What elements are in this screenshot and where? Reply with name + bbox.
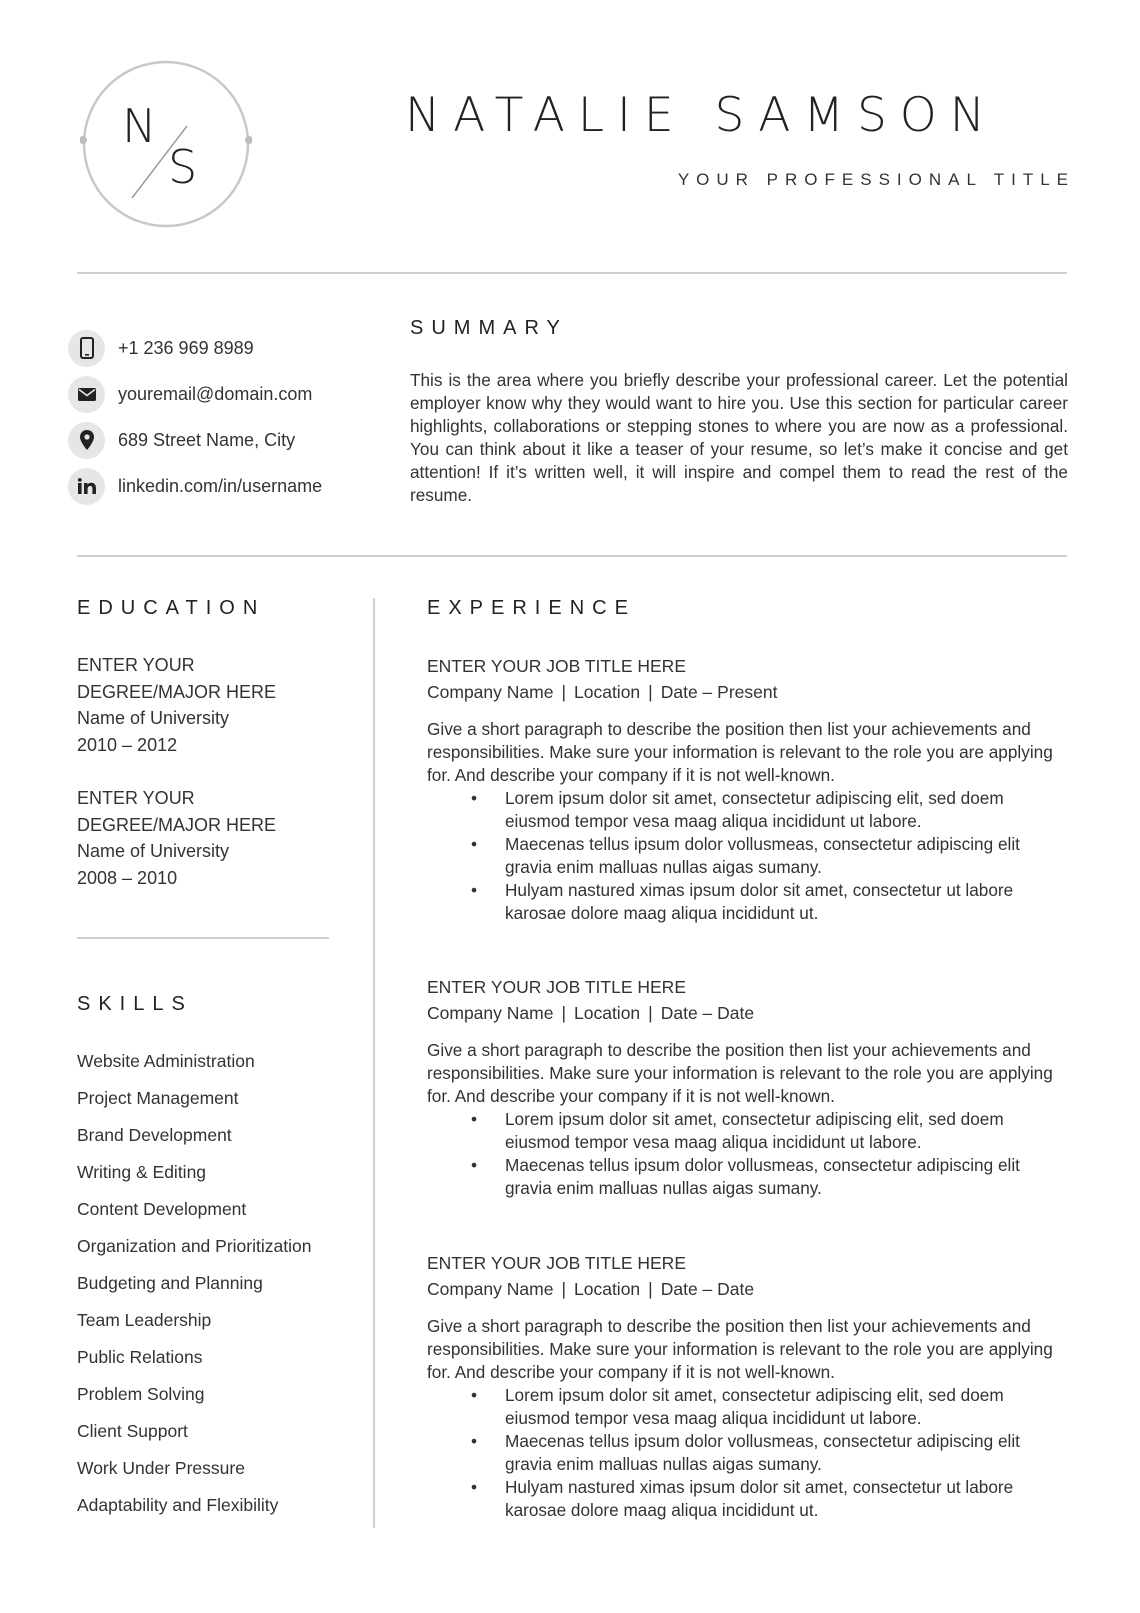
- column-divider: [373, 598, 375, 1528]
- degree-line-2: DEGREE/MAJOR HERE: [77, 814, 277, 835]
- job-bullets: [427, 1384, 1067, 1522]
- skill-item: Problem Solving: [77, 1384, 205, 1404]
- skill-item: Brand Development: [77, 1125, 232, 1145]
- contact-address: [68, 417, 322, 463]
- job-title: ENTER YOUR JOB TITLE HERE: [427, 1253, 686, 1273]
- skill-item: Content Development: [77, 1199, 247, 1219]
- bullet-dot-icon: •: [471, 1385, 478, 1405]
- meta-separator: |: [561, 682, 566, 702]
- bullet-dot-icon: •: [471, 1109, 478, 1129]
- skill-item: Organization and Prioritization: [77, 1236, 312, 1256]
- degree-line-2: DEGREE/MAJOR HERE: [77, 681, 277, 702]
- contact-list: [68, 325, 322, 509]
- monogram-last-initial: S: [168, 140, 198, 194]
- meta-separator: |: [648, 682, 653, 702]
- job-description: Give a short paragraph to describe the position then list your achievements and responsibilities. Make sure your information is relevant to the role you are applying for. And describe your company if it is not well-known.: [427, 1040, 1053, 1106]
- bullet-text: Hulyam nastured ximas ipsum dolor sit amet, consectetur ut labore karosae dolore maag aliqua incididunt ut.: [505, 880, 1014, 923]
- company-name: Company Name: [427, 1279, 554, 1299]
- skill-item: Adaptability and Flexibility: [77, 1495, 279, 1515]
- contact-linkedin[interactable]: [68, 463, 322, 509]
- bullet-dot-icon: •: [471, 1477, 478, 1497]
- job-location: Location: [574, 682, 641, 702]
- skill-item: Budgeting and Planning: [77, 1273, 263, 1293]
- meta-separator: |: [561, 1003, 566, 1023]
- experience-heading: EXPERIENCE: [427, 597, 636, 619]
- contact-email-text: youremail@domain.com: [118, 383, 313, 404]
- job-entry: [427, 1250, 1067, 1522]
- bullet-text: Lorem ipsum dolor sit amet, consectetur adipiscing elit, sed doem eiusmod tempor vesa maag aliqua incididunt ut labore.: [505, 1109, 1004, 1152]
- skill-item: Work Under Pressure: [77, 1458, 245, 1478]
- job-meta: [427, 679, 1067, 705]
- bullet-item: [427, 1430, 1067, 1476]
- bullet-dot-icon: •: [471, 1431, 478, 1451]
- bullet-item: [427, 879, 1067, 925]
- bullet-item: [427, 787, 1067, 833]
- job-entry: [427, 974, 1067, 1200]
- job-meta: [427, 1276, 1067, 1302]
- education-years: 2008 – 2010: [77, 867, 178, 888]
- bullet-item: [427, 1154, 1067, 1200]
- skills-list: [77, 1050, 311, 1531]
- bullet-dot-icon: •: [471, 788, 478, 808]
- contact-email[interactable]: [68, 371, 322, 417]
- meta-separator: |: [648, 1003, 653, 1023]
- bullet-text: Maecenas tellus ipsum dolor vollusmeas, consectetur adipiscing elit gravia enim malluas nullas aigas sumany.: [505, 1155, 1020, 1198]
- job-dates: Date – Present: [660, 682, 778, 702]
- meta-separator: |: [648, 1279, 653, 1299]
- contact-address-text: 689 Street Name, City: [118, 429, 296, 450]
- bullet-dot-icon: •: [471, 880, 478, 900]
- skill-item: Project Management: [77, 1088, 239, 1108]
- bullet-item: [427, 1384, 1067, 1430]
- professional-title: YOUR PROFESSIONAL TITLE: [677, 170, 1075, 189]
- divider-top: [77, 272, 1067, 274]
- education-entry: [77, 785, 357, 891]
- monogram-first-initial: N: [122, 99, 157, 153]
- university-name: Name of University: [77, 841, 230, 861]
- job-meta: [427, 1000, 1067, 1026]
- monogram-ring-icon: [80, 58, 252, 230]
- job-dates: Date – Date: [660, 1003, 755, 1023]
- meta-separator: |: [561, 1279, 566, 1299]
- monogram-logo: [80, 58, 252, 230]
- bullet-text: Lorem ipsum dolor sit amet, consectetur adipiscing elit, sed doem eiusmod tempor vesa maag aliqua incididunt ut labore.: [505, 1385, 1004, 1428]
- skill-item: Public Relations: [77, 1347, 203, 1367]
- divider-education: [77, 937, 329, 939]
- job-title: ENTER YOUR JOB TITLE HERE: [427, 977, 686, 997]
- divider-middle: [77, 555, 1067, 557]
- contact-linkedin-text: linkedin.com/in/username: [118, 475, 323, 496]
- bullet-text: Lorem ipsum dolor sit amet, consectetur adipiscing elit, sed doem eiusmod tempor vesa maag aliqua incididunt ut labore.: [505, 788, 1004, 831]
- location-pin-icon: [68, 422, 105, 459]
- education-entry: [77, 652, 357, 758]
- bullet-text: Maecenas tellus ipsum dolor vollusmeas, consectetur adipiscing elit gravia enim malluas nullas aigas sumany.: [505, 1431, 1020, 1474]
- job-description: Give a short paragraph to describe the position then list your achievements and responsibilities. Make sure your information is relevant to the role you are applying for. And describe your company if it is not well-known.: [427, 1316, 1053, 1382]
- skill-item: Team Leadership: [77, 1310, 212, 1330]
- job-location: Location: [574, 1003, 641, 1023]
- bullet-item: [427, 1476, 1067, 1522]
- bullet-item: [427, 1108, 1067, 1154]
- skill-item: Client Support: [77, 1421, 188, 1441]
- job-dates: Date – Date: [660, 1279, 755, 1299]
- bullet-text: Maecenas tellus ipsum dolor vollusmeas, consectetur adipiscing elit gravia enim malluas nullas aigas sumany.: [505, 834, 1020, 877]
- contact-phone[interactable]: [68, 325, 322, 371]
- job-entry: [427, 653, 1067, 925]
- envelope-icon: [68, 376, 105, 413]
- skill-item: Website Administration: [77, 1051, 255, 1071]
- degree-line-1: ENTER YOUR: [77, 655, 195, 675]
- job-location: Location: [574, 1279, 641, 1299]
- skill-item: Writing & Editing: [77, 1162, 207, 1182]
- university-name: Name of University: [77, 708, 230, 728]
- job-bullets: [427, 1108, 1067, 1200]
- bullet-text: Hulyam nastured ximas ipsum dolor sit amet, consectetur ut labore karosae dolore maag aliqua incididunt ut.: [505, 1477, 1014, 1520]
- bullet-dot-icon: •: [471, 1155, 478, 1175]
- company-name: Company Name: [427, 682, 554, 702]
- bullet-item: [427, 833, 1067, 879]
- job-title: ENTER YOUR JOB TITLE HERE: [427, 656, 686, 676]
- phone-icon: [68, 330, 105, 367]
- job-bullets: [427, 787, 1067, 925]
- linkedin-icon: [68, 468, 105, 505]
- contact-phone-text: +1 236 969 8989: [118, 337, 254, 358]
- job-description: Give a short paragraph to describe the position then list your achievements and responsibilities. Make sure your information is relevant to the role you are applying for. And describe your company if it is not well-known.: [427, 719, 1053, 785]
- education-heading: EDUCATION: [77, 597, 266, 619]
- education-years: 2010 – 2012: [77, 734, 178, 755]
- candidate-name: NATALIE SAMSON: [405, 88, 998, 143]
- summary-text: This is the area where you briefly describe your professional career. Let the potential employer know why they would want to hire you. Use this section for particular career highlights, collaborations or stepping stones to where you are now as a professional. You can think about it like a teaser of your resume, so let’s make it concise and get attention! If it’s written well, it will inspire and compel them to read the rest of the resume.: [410, 370, 1068, 505]
- skills-heading: SKILLS: [77, 993, 193, 1015]
- company-name: Company Name: [427, 1003, 554, 1023]
- degree-line-1: ENTER YOUR: [77, 788, 195, 808]
- summary-heading: SUMMARY: [410, 317, 568, 339]
- bullet-dot-icon: •: [471, 834, 478, 854]
